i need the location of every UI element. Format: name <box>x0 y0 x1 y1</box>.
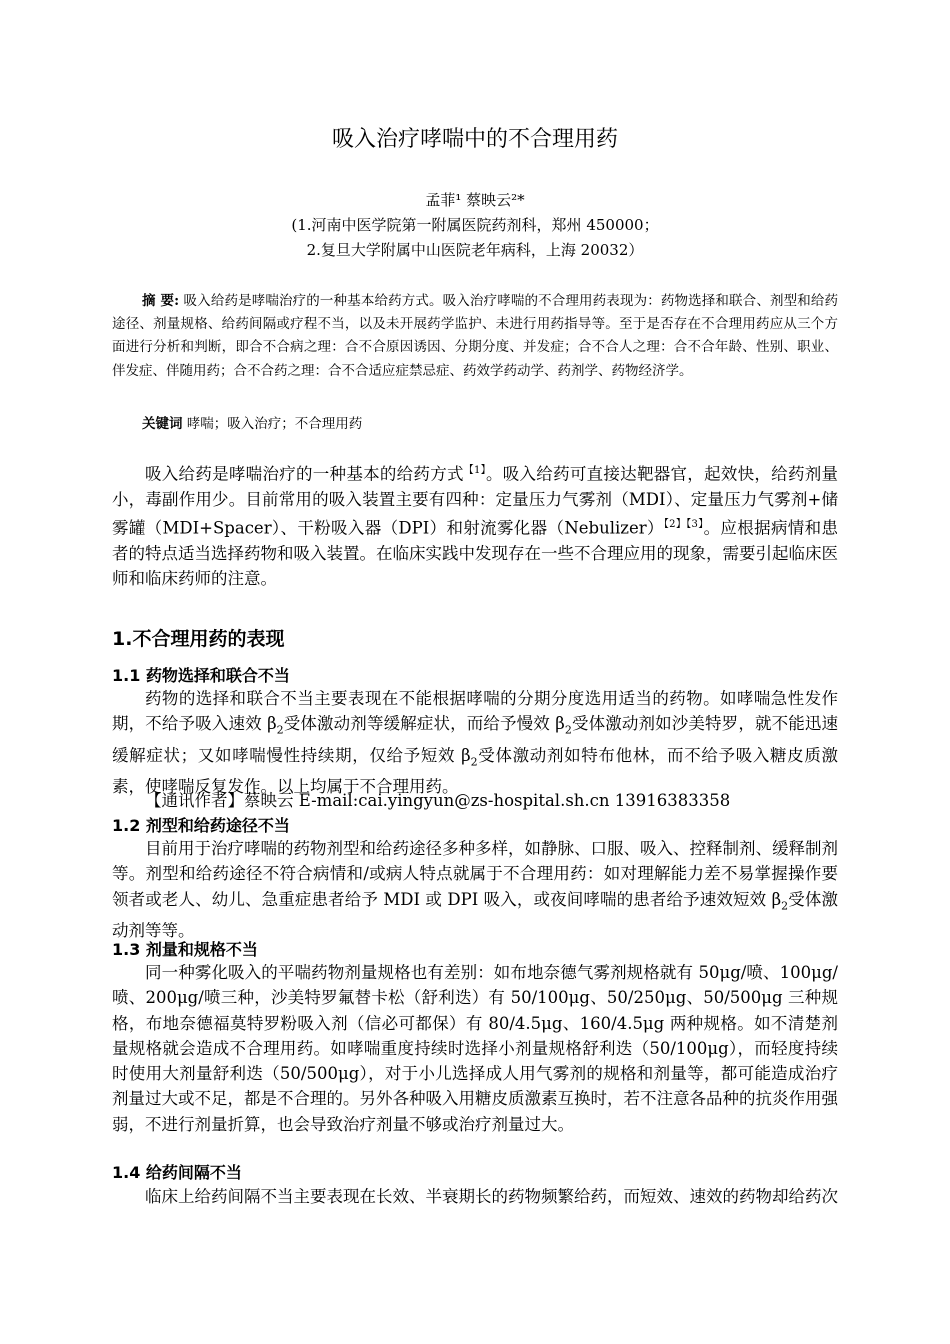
section-1-1-heading: 1.1 药物选择和联合不当 <box>112 666 290 685</box>
s11-text-a: 药物的选择和联合不当主要表现在不能根据哮喘的分期分度选用适当的药物。如哮喘急性发作期，不给予吸入速效 β <box>112 689 838 734</box>
section-1-heading: 1.不合理用药的表现 <box>112 628 285 650</box>
intro-paragraph <box>112 458 838 591</box>
section-1-2-paragraph <box>112 836 838 943</box>
section-1-2-heading: 1.2 剂型和给药途径不当 <box>112 816 290 835</box>
subscript-2: 2 <box>564 723 572 737</box>
abstract <box>112 290 838 383</box>
affiliation-2: 2.复旦大学附属中山医院老年病科，上海 20032） <box>306 241 644 259</box>
intro-text-b: 。吸入给药可直接达靶器官，起效快，给药剂量小，毒副作用少。目前常用的吸入装置主要有四种：定量压力气雾剂（MDI）、定量压力气雾剂+储雾罐（MDI+Spacer）、干粉吸入器（DPI）和射流雾化器（Nebulizer） <box>112 464 839 538</box>
s12-text-a: 目前用于治疗哮喘的药物剂型和给药途径多种多样，如静脉、口服、吸入、控释制剂、缓释制剂等。剂型和给药途径不符合病情和/或病人特点就属于不合理用药：如对理解能力差不易掌握操作要领者或老人、幼儿、急重症患者给予 MDI 或 DPI 吸入，或夜间哮喘的患者给予速效短效 β <box>112 839 838 909</box>
s11-text-b: 受体激动剂等缓解症状，而给予慢效 β <box>283 714 565 734</box>
keywords-label: 关键词 <box>142 416 183 432</box>
abstract-label: 摘 要: <box>142 293 180 309</box>
abstract-text: 吸入给药是哮喘治疗的一种基本给药方式。吸入治疗哮喘的不合理用药表现为：药物选择和联合、剂型和给药途径、剂量规格、给药间隔或疗程不当，以及未开展药学监护、未进行用药指导等。至于是否存在不合理用药应从三个方面进行分析和判断，即合不合病之理：合不合原因诱因、分期分度、并发症；合不合人之理：合不合年龄、性别、职业、伴发症、伴随用药；合不合药之理：合不合适应症禁忌症、药效学药动学、药剂学、药物经济学。 <box>112 293 839 379</box>
citation-2: 【2】 <box>663 519 687 531</box>
authors: 孟菲¹ 蔡映云²* <box>425 191 525 209</box>
subscript-2: 2 <box>276 723 284 737</box>
section-1-4-heading: 1.4 给药间隔不当 <box>112 1163 242 1182</box>
subscript-2: 2 <box>781 898 789 912</box>
citation-3: 【3】 <box>686 519 704 531</box>
keywords-text: 哮喘；吸入治疗；不合理用药 <box>186 416 363 432</box>
section-1-3-heading: 1.3 剂量和规格不当 <box>112 940 258 959</box>
citation-1: 【1】 <box>463 465 486 476</box>
intro-text-a: 吸入给药是哮喘治疗的一种基本的给药方式 <box>145 464 464 484</box>
affiliation-1: (1.河南中医学院第一附属医院药剂科，郑州 450000； <box>291 216 659 234</box>
section-1-3-paragraph: 同一种雾化吸入的平喘药物剂量规格也有差别：如布地奈德气雾剂规格就有 50μg/喷、100μg/喷、200μg/喷三种，沙美特罗氟替卡松（舒利迭）有 50/100μg、50/250μg、50/500μg 三种规格，布地奈德福莫特罗粉吸入剂（信必可都保）有 80/4.5μg、160/4.5μg 两种规格。如不清楚剂量规格就会造成不合理用药。如哮喘重度持续时选择小剂量规格舒利迭（50/100μg），而轻度持续时使用大剂量舒利迭（50/500μg），对于小儿选择成人用气雾剂的规格和剂量等，都可能造成治疗剂量过大或不足，都是不合理的。另外各种吸入用糖皮质激素互换时，若不注意各品种的抗炎作用强弱，不进行剂量折算，也会导致治疗剂量不够或治疗剂量过大。 <box>112 963 838 1134</box>
subscript-2: 2 <box>470 755 478 769</box>
paper-title: 吸入治疗哮喘中的不合理用药 <box>331 127 618 152</box>
keywords <box>142 412 362 432</box>
s11-text-d: 受体激动剂如特布他林，而不给予吸入糖皮质激素，使哮喘反复发作。以上均属于不合理用药。 <box>112 745 838 797</box>
intro-text-c: 。应根据病情和患者的特点适当选择药物和吸入装置。在临床实践中发现存在一些不合理应用的现象，需要引起临床医师和临床药师的注意。 <box>112 518 838 589</box>
s11-text-c: 受体激动剂如沙美特罗，就不能迅速缓解症状；又如哮喘慢性持续期，仅给予短效 β <box>112 714 838 765</box>
section-1-1-paragraph <box>112 686 838 800</box>
corresponding-author: 【通讯作者】蔡映云 E-mail:cai.yingyun@zs-hospital.sh.cn 13916383358 <box>145 791 731 810</box>
s12-text-b: 受体激动剂等等。 <box>112 889 838 941</box>
section-1-4-paragraph: 临床上给药间隔不当主要表现在长效、半衰期长的药物频繁给药，而短效、速效的药物却给药次 <box>145 1187 838 1206</box>
